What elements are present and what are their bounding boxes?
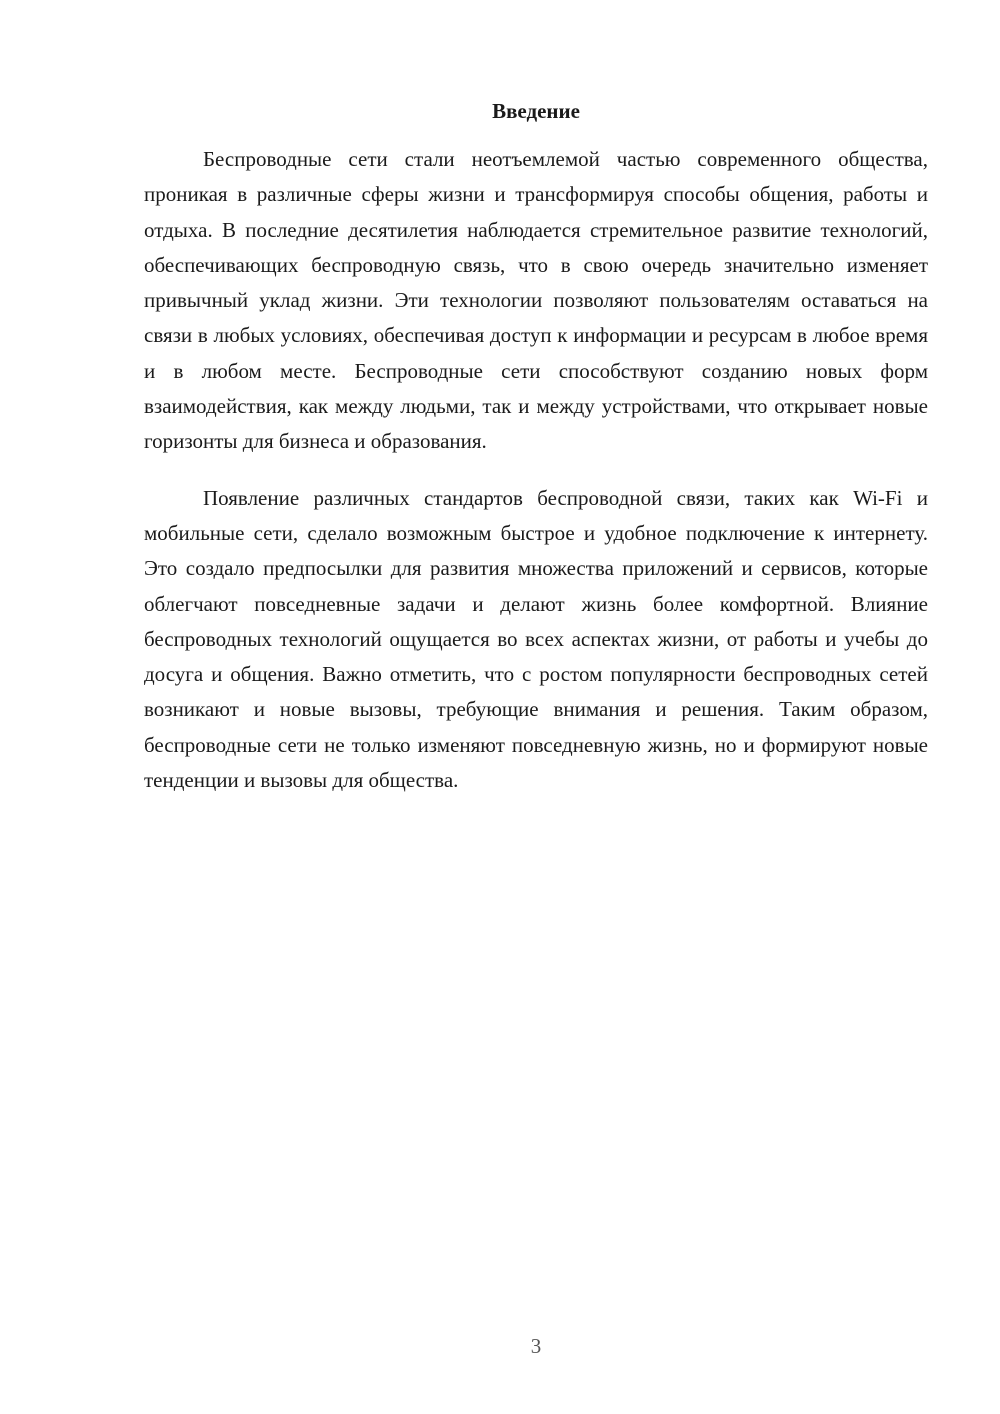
paragraph-2: Появление различных стандартов беспроводной связи, таких как Wi-Fi и мобильные сети, сделало возможным быстрое и удобное подключение к интернету. Это создало предпосылки для развития множества приложений и сервисов, которые облегчают повседневные задачи и делают жизнь более комфортной. Влияние беспроводных технологий ощущается во всех аспектах жизни, от работы и учебы до досуга и общения. Важно отметить, что с ростом популярности беспроводных сетей возникают и новые вызовы, требующие внимания и решения. Таким образом, беспроводные сети не только изменяют повседневную жизнь, но и формируют новые тенденции и вызовы для общества.: [144, 485, 928, 793]
section-title: Введение: [492, 99, 580, 123]
page-number: 3: [530, 1334, 542, 1358]
paragraph-1: Беспроводные сети стали неотъемлемой частью современного общества, проникая в различные сферы жизни и трансформируя способы общения, работы и отдыха. В последние десятилетия наблюдается стремительное развитие технологий, обеспечивающих беспроводную связь, что в свою очередь значительно изменяет привычный уклад жизни. Эти технологии позволяют пользователям оставаться на связи в любых условиях, обеспечивая доступ к информации и ресурсам в любое время и в любом месте. Беспроводные сети способствуют созданию новых форм взаимодействия, как между людьми, так и между устройствами, что открывает новые горизонты для бизнеса и образования.: [144, 147, 928, 454]
body-text: [144, 142, 928, 798]
